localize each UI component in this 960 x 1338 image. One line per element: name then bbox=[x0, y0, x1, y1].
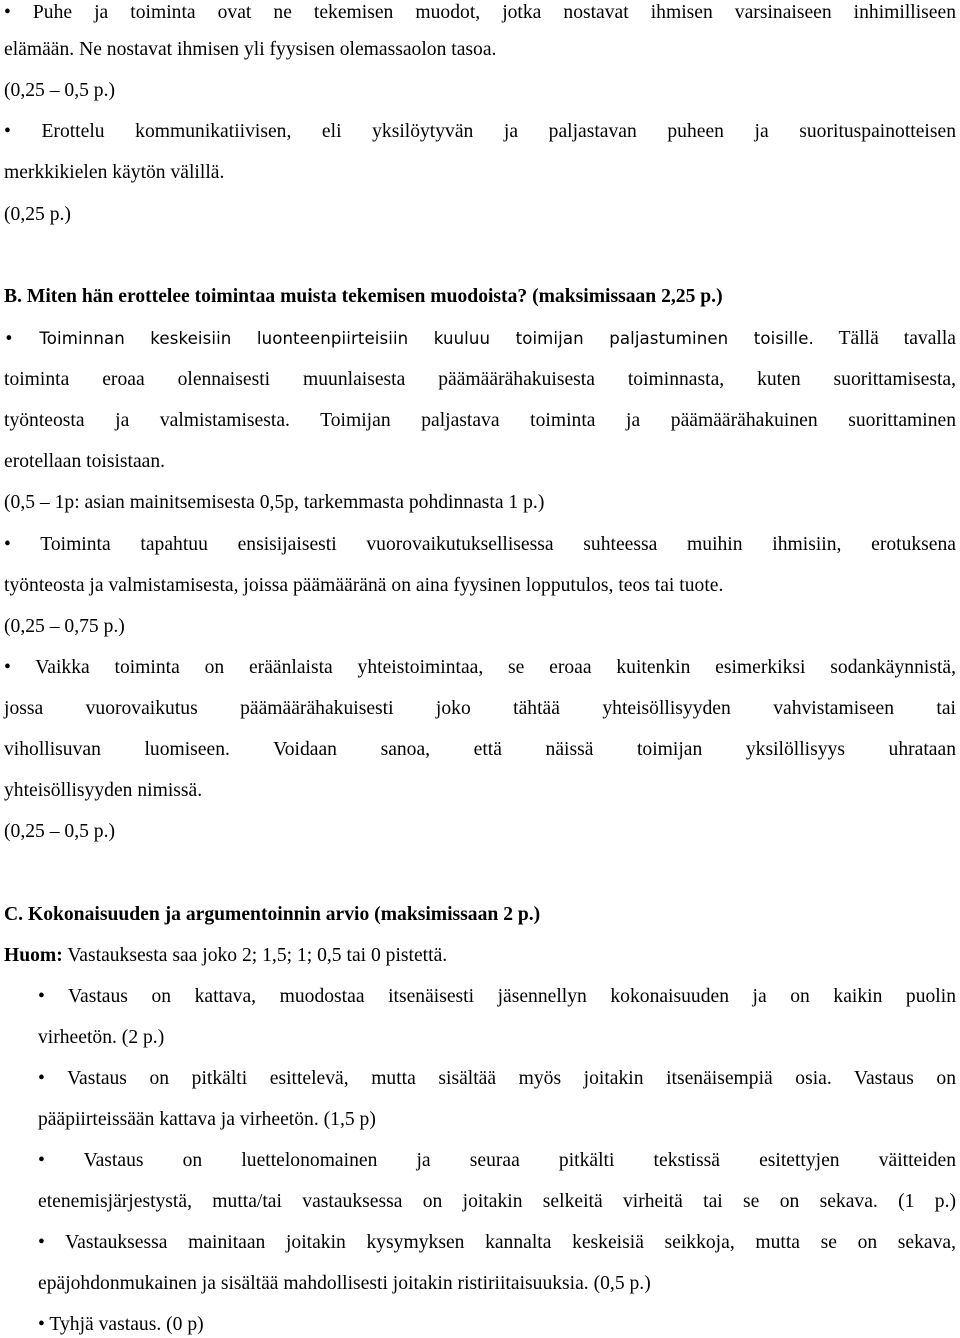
section-c-line: • Vastauksessa mainitaan joitakin kysymyksen kannalta keskeisiä seikkoja, mutta se on sekava, bbox=[38, 1232, 956, 1253]
section-b-line: työnteosta ja valmistamisesta, joissa päämääränä on aina fyysinen lopputulos, teos tai tuote. bbox=[4, 575, 724, 596]
section-c-line: • Tyhjä vastaus. (0 p) bbox=[38, 1314, 204, 1335]
section-b-line: • Toiminta tapahtuu ensisijaisesti vuorovaikutuksellisessa suhteessa muihin ihmisiin, erotuksena bbox=[4, 534, 956, 555]
section-b-line: • Vaikka toiminta on eräänlaista yhteistoimintaa, se eroaa kuitenkin esimerkiksi sodankäynnistä, bbox=[4, 657, 956, 678]
section-b-line: erotellaan toisistaan. bbox=[4, 451, 166, 472]
section-c-line: pääpiirteissään kattava ja virheetön. (1,5 p) bbox=[38, 1109, 376, 1130]
section-b-score: (0,5 – 1p: asian mainitsemisesta 0,5p, tarkemmasta pohdinnasta 1 p.) bbox=[4, 492, 545, 513]
section-b-line: toiminta eroaa olennaisesti muunlaisesta päämäärähakuisesta toiminnasta, kuten suorittamisesta, bbox=[4, 369, 956, 390]
section-a-score: (0,25 p.) bbox=[4, 204, 71, 225]
section-c-line: virheetön. (2 p.) bbox=[38, 1027, 165, 1048]
section-a-line: • Puhe ja toiminta ovat ne tekemisen muodot, jotka nostavat ihmisen varsinaiseen inhimilliseen bbox=[4, 2, 956, 23]
section-b-score: (0,25 – 0,5 p.) bbox=[4, 821, 116, 842]
section-b-line: työnteosta ja valmistamisesta. Toimijan paljastava toiminta ja päämäärähakuinen suorittaminen bbox=[4, 410, 956, 431]
section-b-heading-text: B. Miten hän erottelee toimintaa muista tekemisen muodoista? bbox=[4, 286, 528, 307]
section-c-line: • Vastaus on kattava, muodostaa itsenäisesti jäsennellyn kokonaisuuden ja on kaikin puolin bbox=[38, 986, 956, 1007]
section-b-line: yhteisöllisyyden nimissä. bbox=[4, 780, 203, 801]
section-b-score: (0,25 – 0,75 p.) bbox=[4, 616, 125, 637]
section-b-heading-max: (maksimissaan 2,25 p.) bbox=[527, 286, 723, 307]
section-b-bullet-text: • Toiminnan keskeisiin luonteenpiirteisiin kuuluu toimijan paljastuminen toisille. bbox=[4, 329, 814, 348]
section-a-line: • Erottelu kommunikatiivisen, eli yksilöytyvän ja paljastavan puheen ja suorituspainotteisen bbox=[4, 121, 956, 142]
section-b-bullet-line bbox=[4, 326, 956, 352]
section-a-score: (0,25 – 0,5 p.) bbox=[4, 80, 116, 101]
section-b-heading bbox=[4, 284, 956, 310]
section-c-heading: C. Kokonaisuuden ja argumentoinnin arvio (maksimissaan 2 p.) bbox=[4, 904, 541, 925]
section-b-line: jossa vuorovaikutus päämäärähakuisesti joko tähtää yhteisöllisyyden vahvistamiseen tai bbox=[4, 698, 956, 719]
section-c-line: etenemisjärjestystä, mutta/tai vastauksessa on joitakin selkeitä virheitä tai se on sekava. (1 p.) bbox=[38, 1191, 956, 1212]
section-a-line: elämään. Ne nostavat ihmisen yli fyysisen olemassaolon tasoa. bbox=[4, 39, 497, 60]
section-b-bullet-text-cont: Tällä tavalla bbox=[813, 328, 956, 349]
section-c-note bbox=[4, 943, 956, 969]
section-c-line: • Vastaus on luettelonomainen ja seuraa pitkälti tekstissä esitettyjen väitteiden bbox=[38, 1150, 956, 1171]
note-label: Huom: bbox=[4, 945, 63, 966]
section-c-line: epäjohdonmukainen ja sisältää mahdollisesti joitakin ristiriitaisuuksia. (0,5 p.) bbox=[38, 1273, 651, 1294]
section-a-line: merkkikielen käytön välillä. bbox=[4, 162, 225, 183]
section-c-line: • Vastaus on pitkälti esittelevä, mutta sisältää myös joitakin itsenäisempiä osia. Vastaus on bbox=[38, 1068, 956, 1089]
section-b-line: vihollisuvan luomiseen. Voidaan sanoa, että näissä toimijan yksilöllisyys uhrataan bbox=[4, 739, 956, 760]
note-text: Vastauksesta saa joko 2; 1,5; 1; 0,5 tai 0 pistettä. bbox=[62, 945, 448, 966]
